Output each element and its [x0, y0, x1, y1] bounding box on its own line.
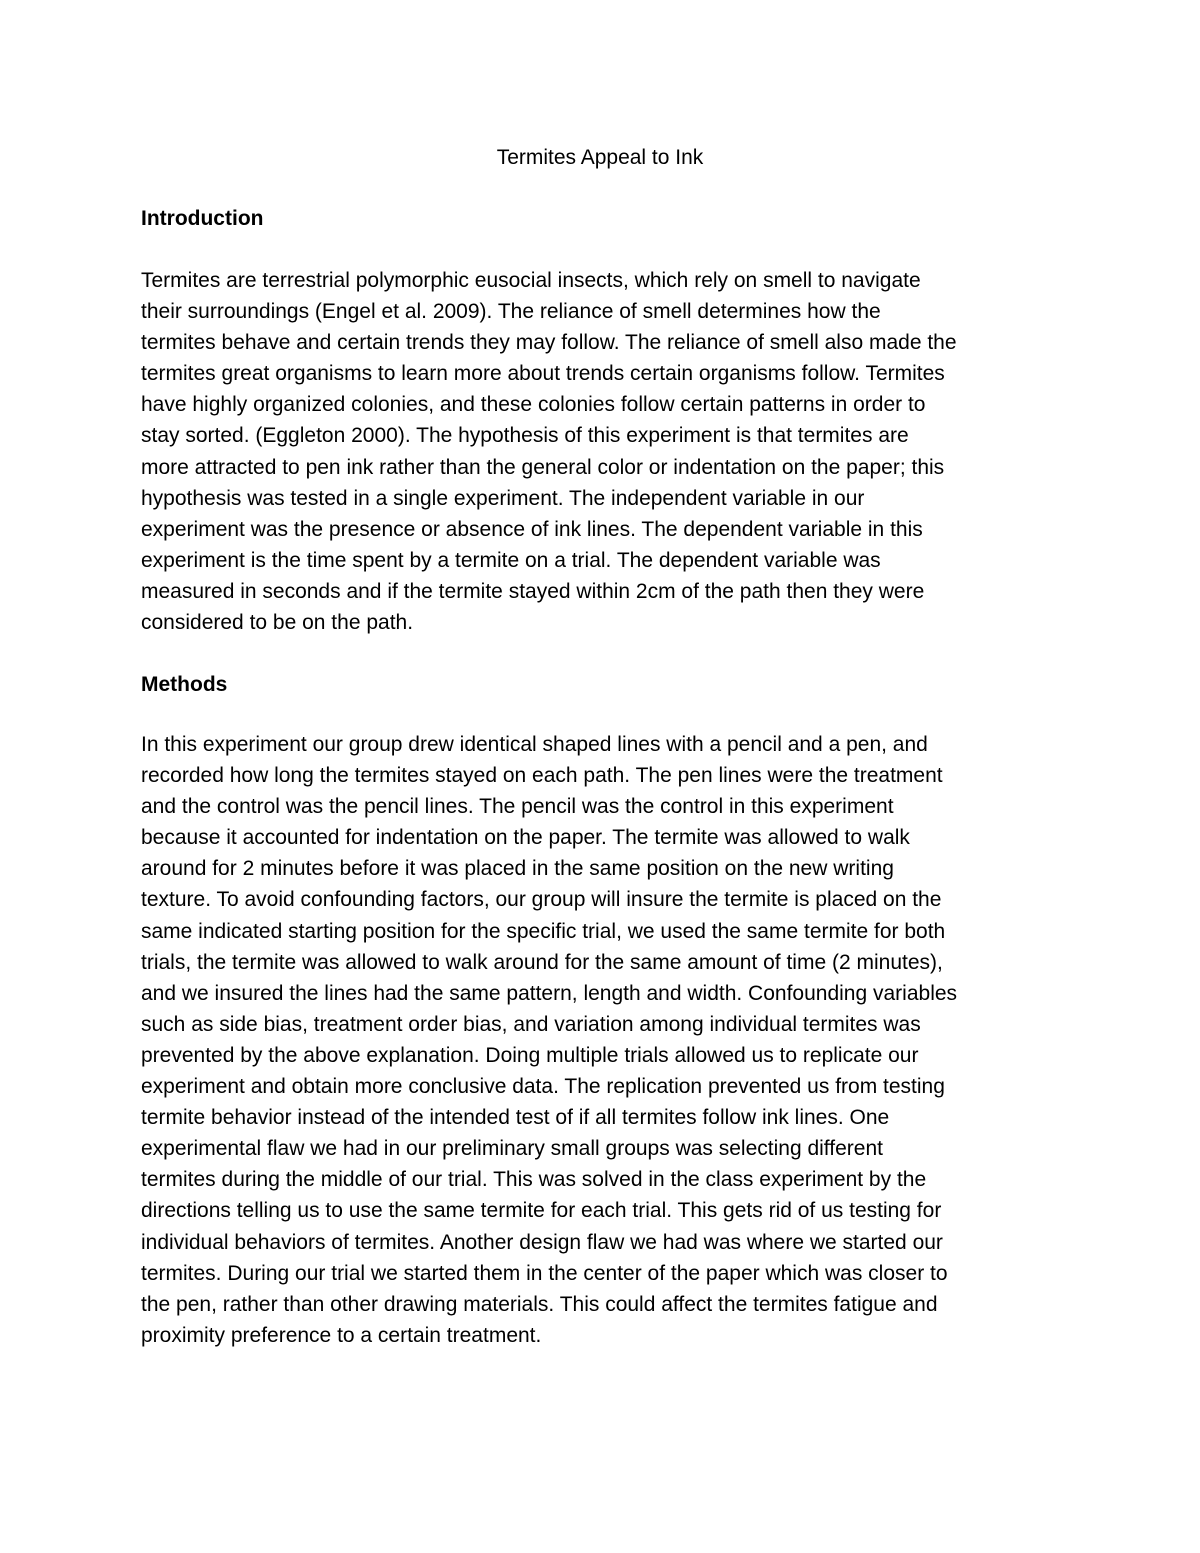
document-title: Termites Appeal to Ink — [496, 146, 704, 169]
text-line: same indicated starting position for the specific trial, we used the same termite for both — [141, 919, 946, 943]
text-line: around for 2 minutes before it was placed in the same position on the new writing — [141, 857, 894, 881]
text-line: experiment is the time spent by a termite on a trial. The dependent variable was — [141, 548, 881, 572]
text-line: termites great organisms to learn more about trends certain organisms follow. Termites — [141, 362, 945, 386]
methods-paragraph — [141, 729, 1081, 1351]
text-line: termites during the middle of our trial. This was solved in the class experiment by the — [141, 1168, 927, 1192]
text-line: Termites are terrestrial polymorphic eusocial insects, which rely on smell to navigate — [141, 269, 921, 292]
text-line: individual behaviors of termites. Another design flaw we had was where we started our — [141, 1230, 943, 1254]
text-line: termites behave and certain trends they may follow. The reliance of smell also made the — [141, 331, 957, 355]
section-heading-methods: Methods — [141, 673, 228, 696]
text-line: measured in seconds and if the termite stayed within 2cm of the path then they were — [141, 579, 925, 603]
text-line: experimental flaw we had in our preliminary small groups was selecting different — [141, 1137, 883, 1161]
text-line: more attracted to pen ink rather than the general color or indentation on the paper; this — [141, 455, 945, 479]
text-line: directions telling us to use the same termite for each trial. This gets rid of us testing for — [141, 1199, 942, 1223]
text-line: their surroundings (Engel et al. 2009). The reliance of smell determines how the — [141, 300, 881, 324]
text-line: trials, the termite was allowed to walk around for the same amount of time (2 minutes), — [141, 950, 943, 974]
text-line: and we insured the lines had the same pattern, length and width. Confounding variables — [141, 981, 958, 1005]
text-line: experiment and obtain more conclusive data. The replication prevented us from testing — [141, 1075, 945, 1099]
text-line: the pen, rather than other drawing materials. This could affect the termites fatigue and — [141, 1292, 938, 1316]
text-line: termite behavior instead of the intended test of if all termites follow ink lines. One — [141, 1106, 890, 1130]
text-line: termites. During our trial we started them in the center of the paper which was closer to — [141, 1261, 948, 1285]
text-line: hypothesis was tested in a single experiment. The independent variable in our — [141, 486, 865, 510]
text-line: prevented by the above explanation. Doing multiple trials allowed us to replicate our — [141, 1043, 919, 1067]
text-line: recorded how long the termites stayed on each path. The pen lines were the treatment — [141, 764, 943, 788]
text-line: proximity preference to a certain treatment. — [141, 1323, 542, 1347]
text-line: considered to be on the path. — [141, 611, 414, 635]
section-heading-introduction: Introduction — [141, 207, 264, 230]
text-line: have highly organized colonies, and these colonies follow certain patterns in order to — [141, 393, 926, 417]
text-line: experiment was the presence or absence of ink lines. The dependent variable in this — [141, 517, 923, 541]
text-line: such as side bias, treatment order bias, and variation among individual termites was — [141, 1012, 921, 1036]
text-line: In this experiment our group drew identical shaped lines with a pencil and a pen, and — [141, 733, 928, 756]
text-line: and the control was the pencil lines. The pencil was the control in this experiment — [141, 795, 894, 819]
text-line: texture. To avoid confounding factors, our group will insure the termite is placed on the — [141, 888, 942, 912]
introduction-paragraph — [141, 265, 1081, 638]
text-line: stay sorted. (Eggleton 2000). The hypothesis of this experiment is that termites are — [141, 424, 909, 448]
text-line: because it accounted for indentation on the paper. The termite was allowed to walk — [141, 826, 910, 850]
